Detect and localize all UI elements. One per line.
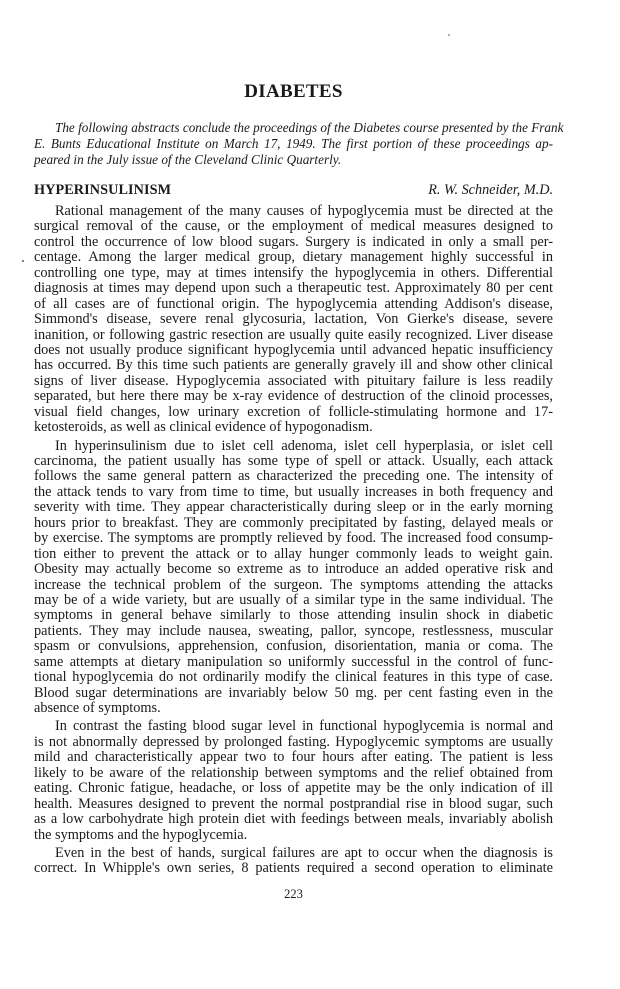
text-line: signs of liver disease. Hypoglycemia associated with pituitary failure is less readily [34, 372, 553, 389]
text-line: visual field changes, low urinary excretion of follicle-stimulating hormone and 17- [34, 403, 553, 420]
text-line: controlling one type, may at times intensify the hypoglycemia in others. Differential [34, 264, 553, 281]
scan-speck [448, 34, 450, 36]
paragraph-1 [34, 204, 553, 436]
text-line: eating. Chronic fatigue, headache, or loss of appetite may be the only indication of ill [34, 780, 553, 797]
text-line: does not usually produce significant hypoglycemia until advanced hepatic insufficiency [34, 341, 553, 358]
text-line: of all cases are of functional origin. The hypoglycemia attending Addison's disease, [34, 295, 553, 312]
intro-abstract [34, 120, 564, 169]
text-line: surgical removal of the cause, or the employment of medical measures designed to [34, 218, 553, 235]
text-line: Obesity may actually become so extreme as to introduce an added operative risk and [34, 561, 553, 578]
text-line: the attack tends to vary from time to time, but usually increases in both frequency and [34, 483, 553, 500]
text-line: carcinoma, the patient usually has some type of spell or attack. Usually, each attack [34, 453, 553, 469]
text-line: is not abnormally depressed by prolonged fasting. Hypoglycemic symptoms are usually [34, 733, 553, 750]
text-line: hours prior to breakfast. They are commonly precipitated by fasting, delayed meals or [34, 514, 553, 531]
text-line: tion either to prevent the attack or to allay hunger commonly leads to weight gain. [34, 545, 553, 562]
paragraph-2 [34, 439, 553, 717]
text-line: patients. They may include nausea, sweating, pallor, syncope, restlessness, muscular [34, 622, 553, 639]
text-line: follows the same general pattern as characterized the preceding one. The intensity of [34, 468, 553, 485]
text-line: In contrast the fasting blood sugar level in functional hypoglycemia is normal and [55, 718, 553, 735]
text-line: centage. Among the larger medical group, dietary management highly successful in [34, 249, 553, 266]
section-header [34, 181, 553, 199]
margin-mark [22, 260, 24, 262]
intro-line: peared in the July issue of the Cleveland Clinic Quarterly. [34, 152, 342, 168]
paragraph-4 [34, 846, 553, 877]
text-line: Blood sugar determinations are invariably below 50 mg. per cent fasting even in the [34, 684, 553, 701]
text-line: may be of a wide variety, but are usually of a similar type in the same individual. The [34, 591, 553, 608]
page-title: DIABETES [244, 81, 343, 102]
section-heading: HYPERINSULINISM [34, 182, 172, 198]
text-line: symptoms in general behave similarly to those attending insulin shock in diabetic [34, 607, 553, 624]
text-line: has occurred. By this time such patients are generally gravely ill and show other clinical [34, 357, 553, 374]
text-line: tional hypoglycemia do not ordinarily modify the clinical features in this type of case. [34, 669, 553, 686]
text-line: Simmond's disease, severe renal glycosuria, lactation, Von Gierke's disease, severe [34, 311, 553, 328]
text-line: mild and characteristically appear two to four hours after eating. The patient is less [34, 749, 553, 766]
paragraph-3 [34, 719, 553, 843]
text-line: Rational management of the many causes of hypoglycemia must be directed at the [55, 203, 553, 219]
intro-line: The following abstracts conclude the proceedings of the Diabetes course presented by the Frank [55, 120, 564, 135]
text-line: In hyperinsulinism due to islet cell adenoma, islet cell hyperplasia, or islet cell [55, 437, 553, 454]
text-line: ketosteroids, as well as clinical evidence of hypogonadism. [34, 419, 373, 436]
text-line: spasm or convulsions, apprehension, confusion, disorientation, mania or coma. The [34, 638, 553, 655]
text-line: diagnosis at times may depend upon such a therapeutic test. Approximately 80 per cent [34, 280, 553, 297]
text-line: increase the technical problem of the surgeon. The symptoms attending the attacks [34, 576, 553, 593]
text-line: as a low carbohydrate high protein diet with feedings between meals, invariably abolish [34, 811, 553, 828]
intro-line: E. Bunts Educational Institute on March 17, 1949. The first portion of these proceedings ap- [34, 136, 553, 152]
text-line: by exercise. The symptoms are promptly relieved by food. The increased food consump- [34, 530, 553, 547]
text-line: Even in the best of hands, surgical failures are apt to occur when the diagnosis is [55, 844, 553, 861]
text-line: absence of symptoms. [34, 700, 161, 716]
body-text [34, 204, 553, 877]
text-line: the symptoms and the hypoglycemia. [34, 826, 248, 843]
text-line: inanition, or following gastric resection are usually quite easily recognized. Liver disease [34, 326, 553, 343]
page-number: 223 [284, 887, 303, 901]
text-line: separated, but here there may be x-ray evidence of destruction of the clinoid processes, [34, 388, 553, 405]
text-line: control the occurrence of low blood sugars. Surgery is indicated in only a small per- [34, 233, 553, 250]
text-line: same attempts at dietary manipulation so uniformly successful in the control of func- [34, 653, 553, 670]
author-byline: R. W. Schneider, M.D. [428, 182, 553, 198]
text-line: likely to be aware of the relationship between symptoms and the relief obtained from [34, 764, 553, 781]
text-line: health. Measures designed to prevent the normal postprandial rise in blood sugar, such [34, 795, 553, 812]
text-line: correct. In Whipple's own series, 8 patients required a second operation to eliminate [34, 860, 553, 877]
text-line: severity with time. They appear characteristically during sleep or in the early morning [34, 499, 553, 516]
